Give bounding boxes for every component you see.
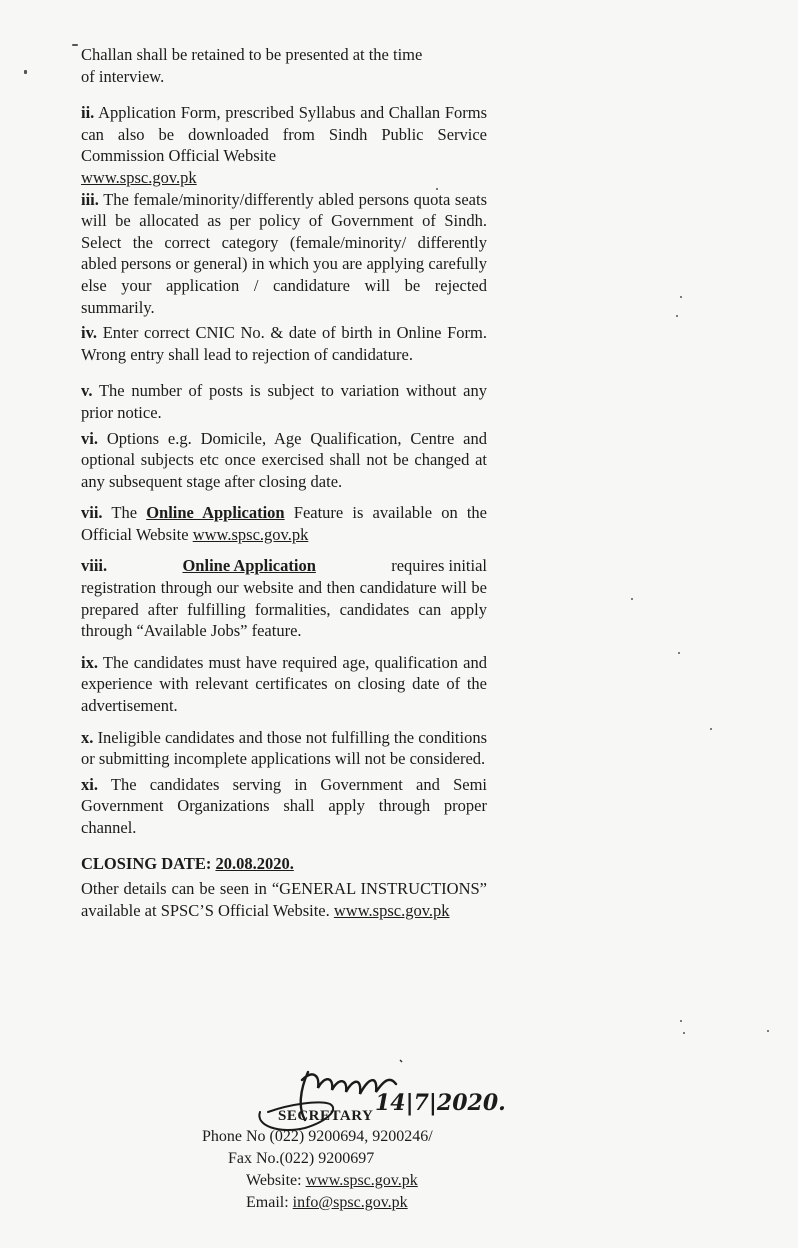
item-ii [81, 102, 487, 188]
intro-line-2: of interview. [81, 66, 165, 86]
item-text: The number of posts is subject to variation without any prior notice. [81, 381, 487, 422]
footer-website-link[interactable]: www.spsc.gov.pk [305, 1172, 418, 1189]
fax-line: Fax No.(022) 9200697 [228, 1150, 375, 1167]
website-link[interactable]: www.spsc.gov.pk [192, 524, 309, 544]
closing-date [81, 853, 487, 875]
website-line [246, 1172, 418, 1190]
item-viii [81, 555, 487, 641]
other-details-text: Other details can be seen in “GENERAL INSTRUCTIONS” available at SPSC’S Official Website. [81, 879, 487, 920]
item-text: The female/minority/differently abled persons quota seats will be allocated as per policy of Government of Sindh. Select the correct category (female/minority/ differently abled persons or general) in which you are applying carefully else your application / candidature will be rejected summarily. [81, 189, 487, 317]
intro-line-1: Challan shall be retained to be presented at the time [81, 45, 423, 64]
item-number: vii. [81, 503, 103, 523]
closing-date-value: 20.08.2020. [215, 853, 294, 873]
item-ix [81, 652, 487, 717]
secretary-title: SECRETARY [278, 1108, 374, 1124]
item-iv [81, 322, 487, 365]
item-text: Options e.g. Domicile, Age Qualification, Centre and optional subjects etc once exercised shall not be changed at any subsequent stage after closing date. [81, 428, 487, 491]
item-pre-text: The [111, 503, 138, 523]
instructions-column [81, 44, 487, 921]
item-text: Ineligible candidates and those not fulfilling the conditions or submitting incomplete applications will not be considered. [81, 727, 487, 769]
item-number: ii. [81, 103, 95, 123]
closing-date-label: CLOSING DATE: [81, 853, 212, 873]
item-number: x. [81, 727, 94, 747]
other-details [81, 878, 487, 921]
item-v [81, 380, 487, 423]
item-number: v. [81, 381, 93, 401]
item-iii [81, 189, 487, 319]
signature-date: 14|7|2020. [375, 1090, 506, 1116]
item-vii [81, 502, 487, 545]
website-link[interactable]: www.spsc.gov.pk [81, 167, 197, 187]
item-number: vi. [81, 428, 98, 448]
item-vi [81, 428, 487, 493]
phone-line: Phone No (022) 9200694, 9200246/ [202, 1128, 433, 1145]
item-text: The candidates must have required age, qualification and experience with relevant certificates on closing date of the advertisement. [81, 652, 487, 716]
item-x [81, 727, 487, 770]
intro-paragraph [81, 44, 487, 87]
item-xi [81, 774, 487, 839]
item-number: iii. [81, 189, 99, 209]
item-text: The candidates serving in Government and Semi Government Organizations shall apply through proper channel. [81, 774, 487, 837]
email-label: Email: [246, 1194, 289, 1211]
item-text: Enter correct CNIC No. & date of birth in Online Form. Wrong entry shall lead to rejection of candidature. [81, 323, 487, 364]
email-line [246, 1194, 408, 1212]
website-link[interactable]: www.spsc.gov.pk [333, 900, 450, 920]
item-post-text: Feature is available on the Official Website [81, 503, 488, 544]
footer-email-link[interactable]: info@spsc.gov.pk [292, 1194, 408, 1211]
item-first-tail: requires initial [391, 556, 487, 576]
item-text: registration through our website and then candidature will be prepared after fulfilling formalities, candidates can apply through “Available Jobs” feature. [81, 578, 487, 641]
item-number: xi. [81, 774, 98, 794]
item-viii-first-line [81, 555, 487, 577]
website-label: Website: [246, 1172, 302, 1189]
item-number: ix. [81, 652, 98, 672]
item-number: iv. [81, 323, 98, 343]
online-application-link[interactable]: Online Application [146, 503, 285, 523]
online-application-link[interactable]: Online Application [182, 556, 316, 576]
item-text: Application Form, prescribed Syllabus and Challan Forms can also be downloaded from Sindh Public Service Commission Official Website [81, 103, 488, 166]
item-number: viii. [81, 556, 108, 576]
